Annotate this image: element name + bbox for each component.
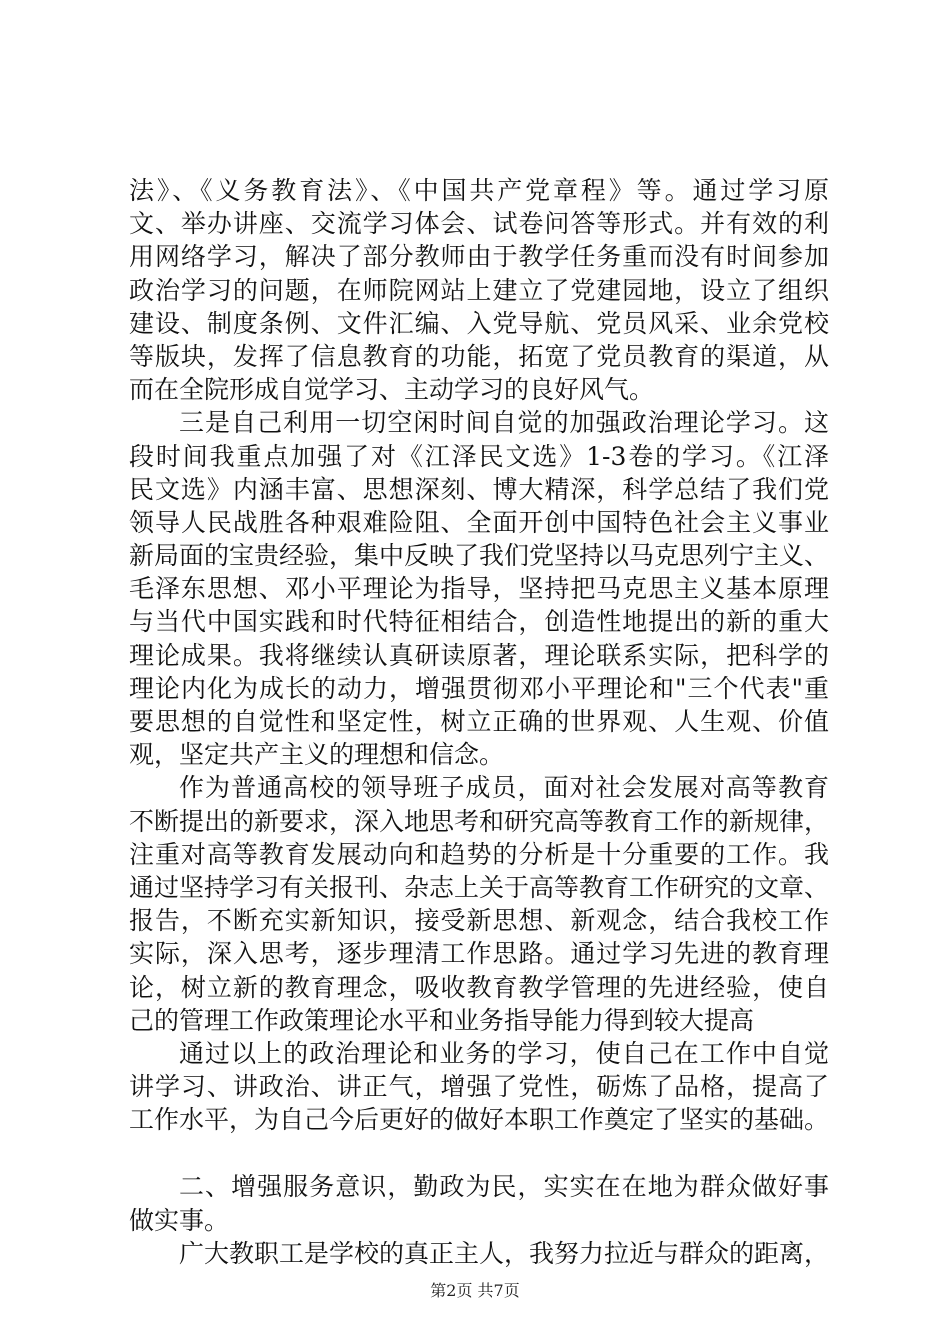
- text-line: 用网络学习，解决了部分教师由于教学任务重而没有时间参加: [129, 242, 829, 272]
- paragraph-first-line: 广大教职工是学校的真正主人，我努力拉近与群众的距离，: [179, 1238, 829, 1268]
- text-line: 法》、《义务教育法》、《中国共产党章程》等。通过学习原: [129, 176, 829, 205]
- text-line: 政治学习的问题，在师院网站上建立了党建园地，设立了组织: [129, 275, 829, 305]
- text-line: 段时间我重点加强了对《江泽民文选》1-3卷的学习。《江泽: [129, 441, 829, 471]
- text-line: 与当代中国实践和时代特征相结合，创造性地提出的新的重大: [129, 607, 829, 637]
- paragraph-first-line: 作为普通高校的领导班子成员，面对社会发展对高等教育: [179, 773, 829, 803]
- page-number-footer: 第2页 共7页: [430, 1281, 520, 1300]
- text-line: 等版块，发挥了信息教育的功能，拓宽了党员教育的渠道，从: [129, 341, 829, 371]
- text-line: 要思想的自觉性和坚定性，树立正确的世界观、人生观、价值: [129, 707, 829, 736]
- text-line: 民文选》内涵丰富、思想深刻、博大精深，科学总结了我们党: [129, 474, 829, 504]
- section-heading-line: 做实事。: [129, 1205, 230, 1235]
- text-line: 新局面的宝贵经验，集中反映了我们党坚持以马克思列宁主义、: [129, 541, 829, 571]
- text-line: 建设、制度条例、文件汇编、入党导航、党员风采、业余党校: [129, 308, 829, 338]
- text-line: 领导人民战胜各种艰难险阻、全面开创中国特色社会主义事业: [129, 507, 829, 537]
- text-line: 报告，不断充实新知识，接受新思想、新观念，结合我校工作: [129, 906, 829, 936]
- text-line: 而在全院形成自觉学习、主动学习的良好风气。: [129, 375, 655, 405]
- text-line: 通过坚持学习有关报刊、杂志上关于高等教育工作研究的文章、: [129, 872, 829, 902]
- text-line: 文、举办讲座、交流学习体会、试卷问答等形式。并有效的利: [129, 209, 829, 239]
- text-line: 毛泽东思想、邓小平理论为指导，坚持把马克思主义基本原理: [129, 574, 829, 604]
- text-line: 理论成果。我将继续认真研读原著，理论联系实际，把科学的: [129, 640, 829, 670]
- text-line: 理论内化为成长的动力，增强贯彻邓小平理论和"三个代表"重: [129, 673, 829, 703]
- text-line: 不断提出的新要求，深入地思考和研究高等教育工作的新规律，: [129, 806, 829, 836]
- text-line: 工作水平，为自己今后更好的做好本职工作奠定了坚实的基础。: [129, 1105, 829, 1135]
- section-heading-line: 二、增强服务意识，勤政为民，实实在在地为群众做好事: [179, 1172, 829, 1202]
- text-line: 注重对高等教育发展动向和趋势的分析是十分重要的工作。我: [129, 839, 829, 869]
- text-line: 实际，深入思考，逐步理清工作思路。通过学习先进的教育理: [129, 939, 829, 969]
- text-line: 己的管理工作政策理论水平和业务指导能力得到较大提高: [129, 1005, 755, 1035]
- document-body: [129, 174, 829, 1270]
- paragraph-first-line: 通过以上的政治理论和业务的学习，使自己在工作中自觉: [179, 1038, 829, 1068]
- text-line: 讲学习、讲政治、讲正气，增强了党性，砺炼了品格，提高了: [129, 1072, 829, 1102]
- paragraph-first-line: 三是自己利用一切空闲时间自觉的加强政治理论学习。这: [179, 408, 829, 438]
- paragraph-gap: [129, 1136, 829, 1170]
- text-line: 观，坚定共产主义的理想和信念。: [129, 740, 505, 770]
- text-line: 论，树立新的教育理念，吸收教育教学管理的先进经验，使自: [129, 972, 829, 1002]
